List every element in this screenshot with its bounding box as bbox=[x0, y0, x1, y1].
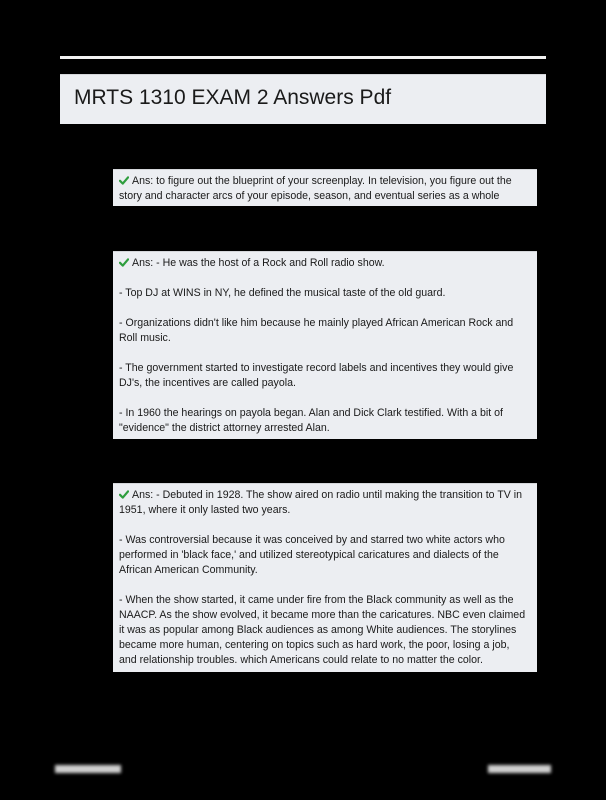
answer-paragraph: - Organizations didn't like him because he mainly played African American Rock and Roll music. bbox=[119, 317, 514, 344]
check-icon bbox=[119, 258, 129, 267]
answer-paragraph: Ans: - Debuted in 1928. The show aired on radio until making the transition to TV in 1951, where it only lasted two years. bbox=[119, 489, 523, 516]
top-divider bbox=[60, 56, 546, 59]
footer-page-number-blurred bbox=[488, 765, 551, 773]
check-icon bbox=[119, 176, 129, 185]
answer-paragraph: - In 1960 the hearings on payola began. Alan and Dick Clark testified. With a bit of "evidence" the district attorney arrested Alan. bbox=[119, 407, 503, 434]
answer-paragraph: Ans: - He was the host of a Rock and Roll radio show. bbox=[119, 256, 529, 271]
answer-paragraph: Ans: to figure out the blueprint of your screenplay. In television, you figure out the story and character arcs of your episode, season, and eventual series as a whole bbox=[119, 175, 512, 202]
answer-paragraph: - The government started to investigate record labels and incentives they would give DJ's, the incentives are called payola. bbox=[119, 362, 514, 389]
answer-paragraph: - When the show started, it came under fire from the Black community as well as the NAACP. As the show evolved, it became more than the caricatures. NBC even claimed it was as popular among Black audiences as among White audiences. The storylines became more human, centering on topics such as hard work, the poor, losing a job, and relationship troubles. which Americans could relate to no matter the color. bbox=[119, 594, 526, 666]
answer-box-1 bbox=[113, 169, 537, 206]
check-icon bbox=[119, 490, 129, 499]
answer-box-2 bbox=[113, 251, 537, 439]
answer-paragraph: - Top DJ at WINS in NY, he defined the musical taste of the old guard. bbox=[119, 287, 446, 299]
title-banner bbox=[60, 74, 546, 124]
footer-left-blurred bbox=[55, 765, 121, 773]
answer-box-3 bbox=[113, 483, 537, 672]
answer-paragraph: - Was controversial because it was conceived by and starred two white actors who performed in 'black face,' and utilized stereotypical caricatures and dialects of the African American Community. bbox=[119, 534, 505, 576]
page-title: MRTS 1310 EXAM 2 Answers Pdf bbox=[74, 86, 392, 109]
